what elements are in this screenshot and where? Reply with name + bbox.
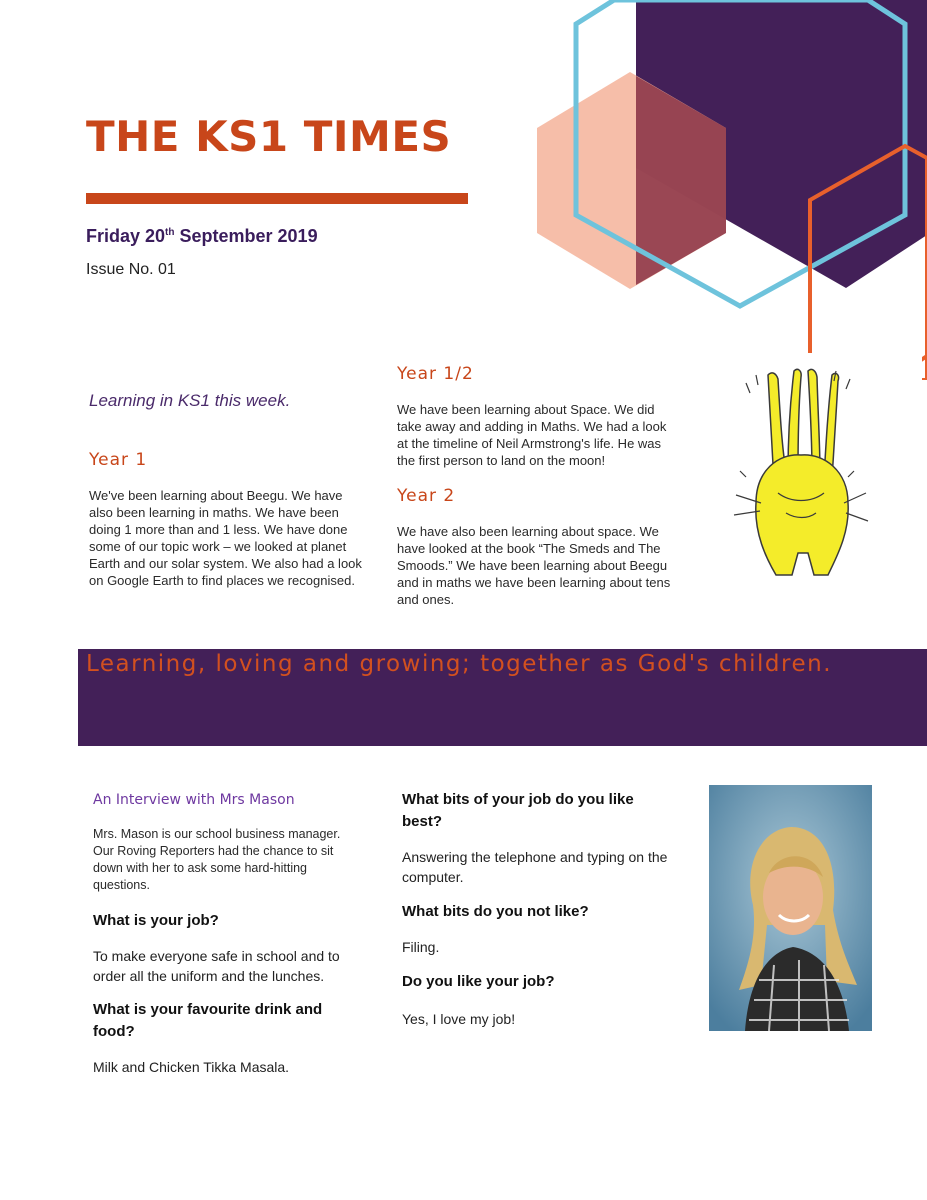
year2-heading: Year 2 <box>397 486 456 506</box>
year1-text: We've been learning about Beegu. We have also been learning in maths. We have been doing 1 more than and 1 less. We have done some of our topic work – we looked at planet Earth and our solar system. We also had a look on Google Earth to find places we recognised. <box>89 488 362 588</box>
date-month-year: September 2019 <box>174 226 318 246</box>
title-divider <box>86 193 468 204</box>
interview-question: What bits do you not like? <box>402 903 589 920</box>
year2-text: We have also been learning about space. We have looked at the book “The Smeds and The Smoods.” We have been learning about Beegu and in maths we have been learning about tens and ones. <box>397 524 671 607</box>
interview-answer: To make everyone safe in school and to order all the uniform and the lunches. <box>93 948 340 984</box>
interview-answer: Answering the telephone and typing on the computer. <box>402 849 668 885</box>
interview-answer: Filing. <box>402 939 440 955</box>
issue-date <box>86 226 318 247</box>
year12-heading: Year 1/2 <box>397 364 474 384</box>
newsletter-title: THE KS1 TIMES <box>86 112 452 161</box>
mrs-mason-photo <box>709 785 872 1031</box>
interview-question: What bits of your job do you like best? <box>402 791 634 830</box>
learning-kicker: Learning in KS1 this week. <box>89 391 291 410</box>
interview-question: What is your job? <box>93 912 219 929</box>
interview-question: Do you like your job? <box>402 973 555 990</box>
issue-number: Issue No. 01 <box>86 261 176 278</box>
interview-answer: Yes, I love my job! <box>402 1011 516 1027</box>
hexagon-decoration <box>0 0 927 380</box>
year1-heading: Year 1 <box>89 450 148 470</box>
interview-intro: Mrs. Mason is our school business manager. Our Roving Reporters had the chance to sit down with her to ask some hard-hitting questions. <box>93 827 341 892</box>
date-day: Friday 20 <box>86 226 166 246</box>
school-motto: Learning, loving and growing; together as God's children. <box>86 651 833 677</box>
motto-banner <box>78 649 927 746</box>
interview-question: What is your favourite drink and food? <box>93 1001 323 1040</box>
year12-text: We have been learning about Space. We did take away and adding in Maths. We had a look at the timeline of Neil Armstrong's life. He was the first person to land on the moon! <box>397 402 667 468</box>
interview-answer: Milk and Chicken Tikka Masala. <box>93 1059 290 1075</box>
hugging-creatures-illustration <box>716 353 922 583</box>
interview-title: An Interview with Mrs Mason <box>93 792 295 808</box>
date-ordinal: th <box>165 227 175 238</box>
